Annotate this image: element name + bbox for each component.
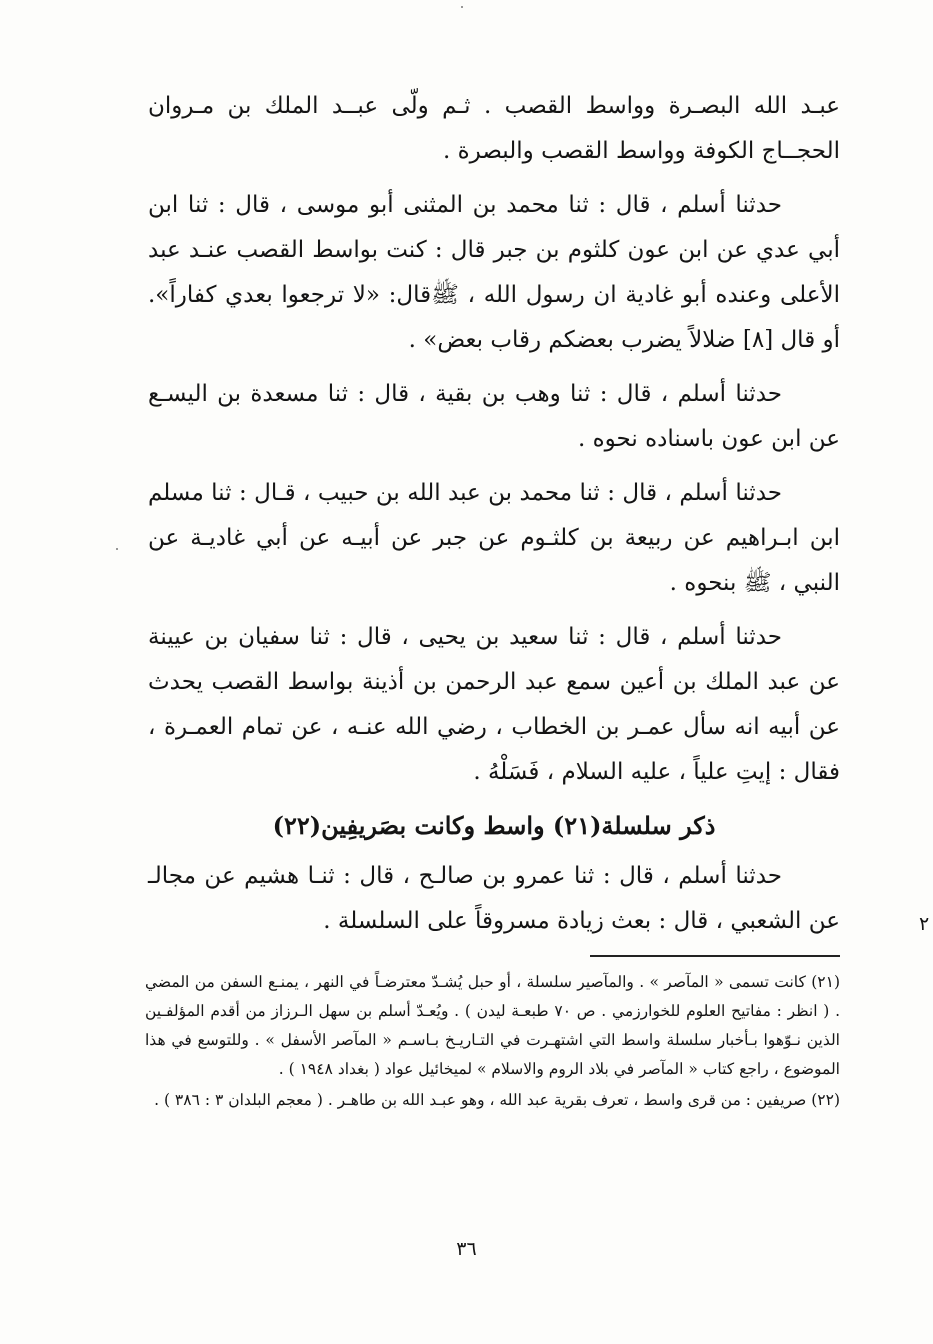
margin-mark: ٢	[919, 913, 930, 935]
paragraph-4: حدثنا أسلم ، قال : ثنا محمد بن عبد الله بن حبيب ، قـال : ثنا مسلم ابن ابـراهيم عن ربيعة بن كلثـوم عن جبر عن أبيـه عن أبي غاديـة عن النبي ، ﷺ بنحوه .	[148, 480, 841, 596]
scan-speck	[461, 6, 463, 8]
page-number: ٣٦	[456, 1238, 477, 1260]
section-heading: ذكر سلسلة(٢١) واسط وكانت بصَريفِين(٢٢)	[272, 811, 716, 840]
paragraph-5: حدثنا أسلم ، قال : ثنا سعيد بن يحيى ، قال : ثنا سفيان بن عيينة عن عبد الملك بن أعين سمع عبد الرحمن بن أذينة بواسط القصب يحدث عن أبيه انه سأل عمـر بن الخطاب ، رضي الله عنـه ، عن تمام العمـرة ، فقال : إيتِ علياً ، عليه السلام ، فَسَلْهُ .	[148, 624, 840, 785]
footnote-22: (٢٢) صريفين : من قرى واسط ، تعرف بقرية عبد الله ، وهو عبـد الله بن طاهـر . ( معجم البلدان ٣ : ٣٨٦ ) .	[154, 1091, 840, 1109]
paragraph-2: حدثنا أسلم ، قال : ثنا محمد بن المثنى أبو موسى ، قال : ثنا ابن أبي عدي عن ابن عون كلثوم بن جبر قال : كنت بواسط القصب عنـد عبد الأعلى وعنده أبو غادية ان رسول الله ، ﷺقال: «لا ترجعوا بعدي كفاراً». أو قال [٨] ضلالاً يضرب بعضكم رقاب بعض» .	[148, 192, 840, 353]
paragraph-6: حدثنا أسلم ، قال : ثنا عمرو بن صالـح ، قال : ثنـا هشيم عن مجالـ عن الشعبي ، قال : بعث زيادة مسروقاً على السلسلة .	[148, 863, 840, 934]
paragraph-1: عبـد الله البصـرة وواسط القصب . ثـم ولّى عبــد الملك بن مـروان الحجــاج الكوفة وواسط القصب والبصرة .	[148, 93, 840, 164]
footnote-divider	[590, 955, 840, 957]
main-text	[148, 84, 840, 953]
footnotes	[145, 968, 840, 1117]
paragraph-3: حدثنا أسلم ، قال : ثنا وهب بن بقية ، قال : ثنا مسعدة بن اليسـع عن ابن عون باسناده نحوه .	[148, 381, 840, 452]
scan-speck	[116, 548, 118, 550]
footnote-21: (٢١) كانت تسمى « المآصر » . والمآصير سلسلة ، أو حبل يُشـدّ معترضـاً في النهر ، يمنـع السفن من المضي . ( انظر : مفاتيح العلوم للخوارزمي . ص ٧٠ طبعـة ليدن ) . ويُعـدّ أسلم بن سهل الـرزاز من أقدم المؤلفـين الذين نـوّهوا بـأخبار سلسلة واسط التي اشتهـرت في التـاريـخ بـاسـم « المآصر الأسفل » . وللتوسع في هذا الموضوع ، راجع كتاب « المآصر في بلاد الروم والاسلام » لميخائيل عواد ( بغداد ١٩٤٨ ) .	[145, 973, 840, 1078]
